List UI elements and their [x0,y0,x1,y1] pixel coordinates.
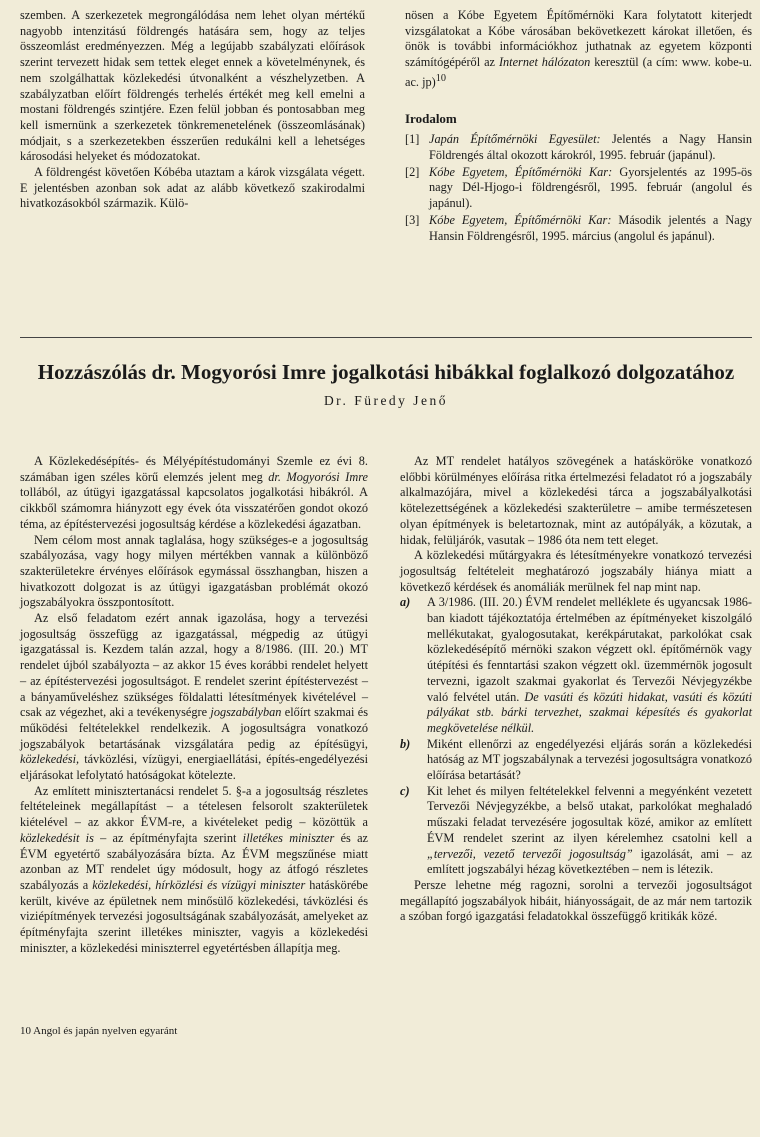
list-item: a) A 3/1986. (III. 20.) ÉVM rendelet melléklete és ugyancsak 1986-ban kiadott tájékoztatója értelmében az építményeket kiszolgáló mellékutakat, gyalogosutakat, kerékpárutakat, parkolókat csak közlekedésépítő mérnöki szakon végzett okl. építőmérnök vagy útépítési és fenntartási szakon végzett okl. üzemmérnök jogosult tervezni, igazolt szakmai gyakorlat és Tervezői Névjegyzékbe való felvétel után. De vasúti és közúti hidakat, vasúti és közúti pályákat stb. bárki tervezhet, szakmai képesítés és gyakorlat megkövetelése nélkül. [400,595,752,735]
paragraph: Az MT rendelet hatályos szövegének a hatásköröke vonatkozó előbbi körülményes előírása ritka értelmezési feladatot ró a jogszabály alkalmazójára, mivel a közlekedési tárca a jogszabályalkotási kötelezettségének a közlekedési szakterületre – amibe természetesen olyan építmények is beletartoznak, mint az autópályák, a közutak, a hidak, felüljárók, vasutak – 1986 óta nem tett eleget. [400,454,752,547]
paragraph: szemben. A szerkezetek megrongálódása nem lehet olyan mértékű nagyobb intenzitású földrengés hatására sem, hogy az teljes összeomlást eredményezzen. Még a legújabb szabályzati előírások szerint tervezett hidak sem tettek eleget ennek a követelménynek, és nem szolgálhattak közlekedési útvonalként a vészhelyzetben. A szabályzatban előírt földrengés terhelés értékét meg kell emelni a mostani földrengés szintjére. Ezen felül jobban és pontosabban meg kell ismernünk a szerkezetek tönkremenetelének (összeomlásának) módjait, s a szerkezetekben ésszerűen redukálni kell a lehetséges károsodási helyeket és módozatokat. [20,8,365,164]
references-heading: Irodalom [405,110,457,126]
reference-item: [3] Kóbe Egyetem, Építőmérnöki Kar: Második jelentés a Nagy Hansin Földrengésről, 1995. március (angolul és japánul). [405,212,752,243]
paragraph: Az első feladatom ezért annak igazolása, hogy a tervezési jogosultság összefügg az igazgatással, mégpedig az útügyi igazgatással is. Kezdem talán azzal, hogy a 8/1986. (III. 20.) MT rendelet újból szabályozta – az akkor 15 éves korábbi rendelet helyett – az építéstervezési jogosultságot. E rendelet szerint építéstervezést – a bányaműveléshez szükséges földalatti létesítmények kivételével – csak az végezhet, aki a tevékenységre jogszabályban előírt szakmai és működési feltételekkel rendelkezik. A jogosultságra vonatkozó jogszabályok betartásának vizsgálatára pedig az építésügyi, közlekedési, távközlési, vízügyi, energiaellátási, építés-engedélyezési eljárásokat lefolytató hatóságokat kötelezte. [20,611,368,783]
top-left-column [20,8,365,212]
paragraph: A Közlekedésépítés- és Mélyépítéstudományi Szemle ez évi 8. számában igen széles körű elemzés jelent meg dr. Mogyorósi Imre tollából, az útügyi igazgatással kapcsolatos jogalkotási hibákról. A cikkből számomra hiányzott egy évek óta visszatérően gondot okozó téma, az építéstervezési jogosultság kérdése a közlekedési ágazatban. [20,454,369,531]
bottom-left-column [20,454,368,957]
footnote-marker: 10 [435,72,446,84]
list-item: b) Miként ellenőrzi az engedélyezési eljárás során a közlekedési hatóság az MT jogszabálynak a tervezési jogosultságra vonatkozó előírása betartását? [400,736,752,783]
paragraph: Az említett minisztertanácsi rendelet 5. §-a a jogosultság részletes feltételeinek megállapítást – a tételesen felsorolt szakterületek kiételével – az akkor ÉVM-re, a kivételeket pedig – közöttük a közlekedésit is – az építményfajta szerint illetékes miniszter és az ÉVM egyetértő szabályozására bízta. Az ÉVM megszűnése miatt azonban az MT rendelet úgy módosult, hogy az átfogó részletes szabályozás a közlekedési, hírközlési és vízügyi miniszter hatáskörébe került, kivéve az épületnek nem minősülő közlekedési, távközlési és viziépítmények tervezési jogosultságának szabályozását, amelyeket az építményfajta szerint illetékes miniszter, vagyis a közlekedési miniszter, a közlekedési miniszterrel egyetértésben állapítja meg. [20,783,369,955]
paragraph: A közlekedési műtárgyakra és létesítményekre vonatkozó tervezési jogosultság feltételeit meghatározó jogszabály hiánya miatt a következő kérdések és anomáliák merülnek fel nap mint nap. [400,548,752,594]
reference-item: [2] Kóbe Egyetem, Építőmérnöki Kar: Gyorsjelentés az 1995-ös nagy Dél-Hjogo-i földrengésről, 1995. február (angolul és japánul). [405,164,752,211]
article-author: Dr. Füredy Jenő [323,393,449,408]
top-right-column [405,8,752,245]
section-divider [20,337,752,338]
paragraph: Persze lehetne még ragozni, sorolni a tervezői jogosultságot megállapító jogszabályok hibáit, hiányosságait, de az már nem tartozik a szóban forgó igazgatási feladatokkal összefüggő kritikák közé. [400,877,752,924]
bottom-right-column [400,454,752,925]
footnote: 10 Angol és japán nyelven egyaránt [20,1025,178,1037]
paragraph: Nem célom most annak taglalása, hogy szükséges-e a jogosultság szabályozása, vagy hogy milyen mértékben vannak a különböző szakterületekre érvényes előírások egymással összhangban, hiszen a hivatkozott dolgozat is az útügyi igazgatásban problémát okozó jogszabályokra összpontosított. [20,532,368,610]
reference-item: [1] Japán Építőmérnöki Egyesület: Jelentés a Nagy Hansin Földrengés által okozott károkról, 1995. február (japánul). [405,132,752,163]
article-title: Hozzászólás dr. Mogyorósi Imre jogalkotási hibákkal foglalkozó dolgozatához [37,360,735,384]
paragraph: nösen a Kóbe Egyetem Építőmérnöki Kara folytatott kiterjedt vizsgálatokat a Kóbe városában bekövetkezett károkat illetően, és önök is további információkhoz juthatnak az egyetem központi számítógépéről az Internet hálózaton keresztül (a cím: www. kobe-u. ac. jp)$^{10}$ [405,8,752,89]
list-item: c) Kit lehet és milyen feltételekkel felvenni a megyénként vezetett Tervezői Névjegyzékbe, a belső utakat, parkolókat meghaladó műszaki feladat tervezésére jogosultak közé, amikor az említett ÉVM rendelet szerint az ilyen kérelemhez csatolni kell a „tervezői, vezető tervezői jogosultság” igazolását, ami – az említett jogszabályi hézag következtében – nem is létezik. [400,783,752,877]
paragraph: A földrengést követően Kóbéba utaztam a károk vizsgálata végett. E jelentésben azonban sok adat az alább következő szakirodalmi hivatkozásokból származik. Külö- [20,165,365,211]
